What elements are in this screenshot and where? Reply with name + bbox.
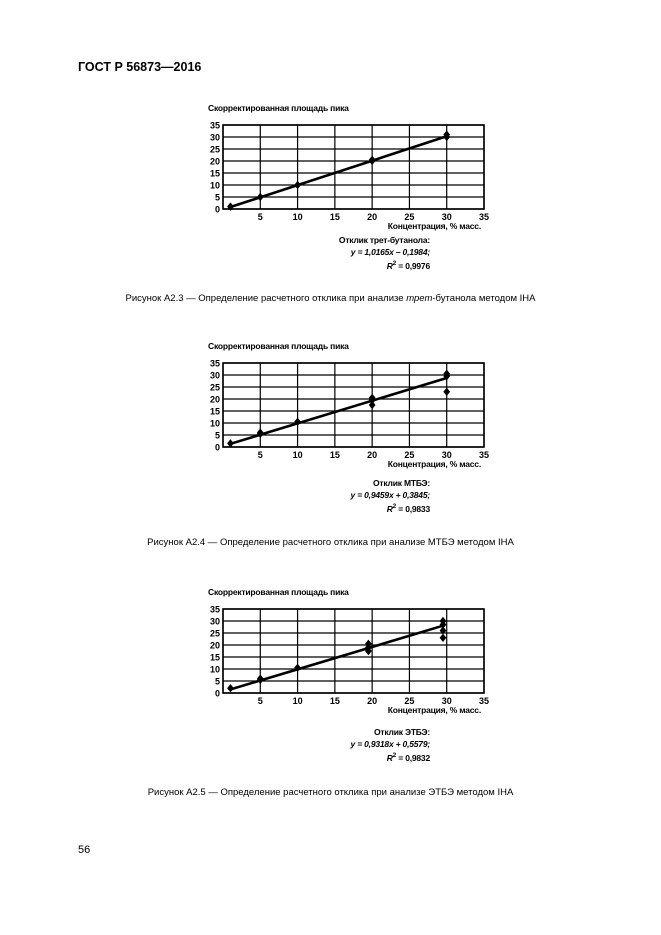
y-tick-label: 30 [209,370,220,381]
figure-caption-a2-5 [0,787,661,798]
r2-label: R [386,503,393,514]
x-tick-label: 5 [257,212,263,222]
y-tick-label: 10 [209,418,220,429]
x-tick-label: 15 [329,696,340,706]
x-tick-label: 15 [329,450,340,460]
x-axis-title: Концентрация, % масс. [387,459,481,469]
x-tick-label: 10 [292,212,303,222]
legend-equation: y = 1,0165x – 0,1984; [350,246,430,257]
y-tick-label: 25 [209,628,220,639]
figure-caption-a2-4 [0,537,661,548]
legend-r2: $R^2 = 0,9976$ [386,260,430,271]
y-tick-label: 5 [214,430,220,441]
x-tick-label: 30 [441,696,452,706]
x-tick-label: 35 [478,696,490,706]
y-tick-label: 25 [209,144,220,155]
y-tick-label: 0 [214,204,220,215]
y-tick-label: 20 [209,640,220,651]
x-axis-title: Концентрация, % масс. [387,705,481,715]
legend-equation: y = 0,9459x + 0,3845; [350,489,430,500]
data-point [257,193,264,201]
data-point [227,684,234,692]
legend-equation: y = 0,9318x + 0,5579; [350,738,430,749]
y-tick-label: 0 [214,442,220,453]
y-axis-title: Скорректированная площадь пика [208,587,349,597]
data-point [443,388,450,396]
caption-suffix: -бутанола методом IHA [432,293,536,304]
document-header: ГОСТ Р 56873—2016 [78,60,202,74]
x-tick-label: 35 [478,212,490,222]
y-tick-label: 35 [209,120,220,131]
figure-caption-a2-3 [0,293,661,304]
r2-label: R [386,260,393,271]
y-axis-title: Скорректированная площадь пика [208,103,349,113]
data-point [294,181,301,189]
r2-label: R [386,752,393,763]
legend-title: Отклик трет-бутанола: [338,235,430,245]
r2-value: = 0,9832 [398,752,430,763]
x-tick-label: 30 [441,212,452,222]
caption-text: Рисунок А2.3 — Определение расчетного отклика при анализе [125,293,407,304]
x-tick-label: 25 [404,696,415,706]
y-tick-label: 30 [209,616,220,627]
y-tick-label: 5 [214,192,220,203]
x-tick-label: 30 [441,450,452,460]
r2-value: = 0,9833 [398,503,430,514]
x-tick-label: 10 [292,450,303,460]
x-tick-label: 20 [367,696,378,706]
x-tick-label: 5 [257,696,263,706]
y-tick-label: 15 [209,406,220,417]
legend-r2: $R^2 = 0,9832$ [386,752,430,763]
chart-2-legend [230,478,430,515]
y-tick-label: 10 [209,664,220,675]
x-tick-label: 20 [367,450,378,460]
x-tick-label: 20 [367,212,378,222]
legend-title: Отклик ЭТБЭ: [374,727,430,737]
x-tick-label: 15 [329,212,340,222]
y-axis-title: Скорректированная площадь пика [208,341,349,351]
y-tick-label: 35 [209,604,220,615]
y-tick-label: 10 [209,180,220,191]
y-tick-label: 15 [209,168,220,179]
y-tick-label: 20 [209,156,220,167]
y-tick-label: 25 [209,382,220,393]
chart-3-legend [230,727,430,764]
x-tick-label: 25 [404,450,415,460]
y-tick-label: 20 [209,394,220,405]
legend-title: Отклик МТБЭ: [372,478,430,488]
page-number: 56 [78,844,91,856]
x-tick-label: 5 [257,450,263,460]
legend-r2: $R^2 = 0,9833$ [386,503,430,514]
data-point [440,634,447,642]
r2-value: = 0,9976 [398,260,430,271]
chart-1-legend [230,235,430,272]
x-axis-title: Концентрация, % масс. [387,221,481,231]
y-tick-label: 30 [209,132,220,143]
y-tick-label: 15 [209,652,220,663]
caption-text: Рисунок А2.4 — Определение расчетного отклика при анализе МТБЭ методом IHA [147,537,514,548]
x-tick-label: 35 [478,450,490,460]
caption-text: Рисунок А2.5 — Определение расчетного отклика при анализе ЭТБЭ методом IHA [147,787,514,798]
caption-italic: трет [406,293,433,304]
y-tick-label: 5 [214,676,220,687]
y-tick-label: 0 [214,688,220,699]
x-tick-label: 25 [404,212,415,222]
y-tick-label: 35 [209,358,220,369]
x-tick-label: 10 [292,696,303,706]
